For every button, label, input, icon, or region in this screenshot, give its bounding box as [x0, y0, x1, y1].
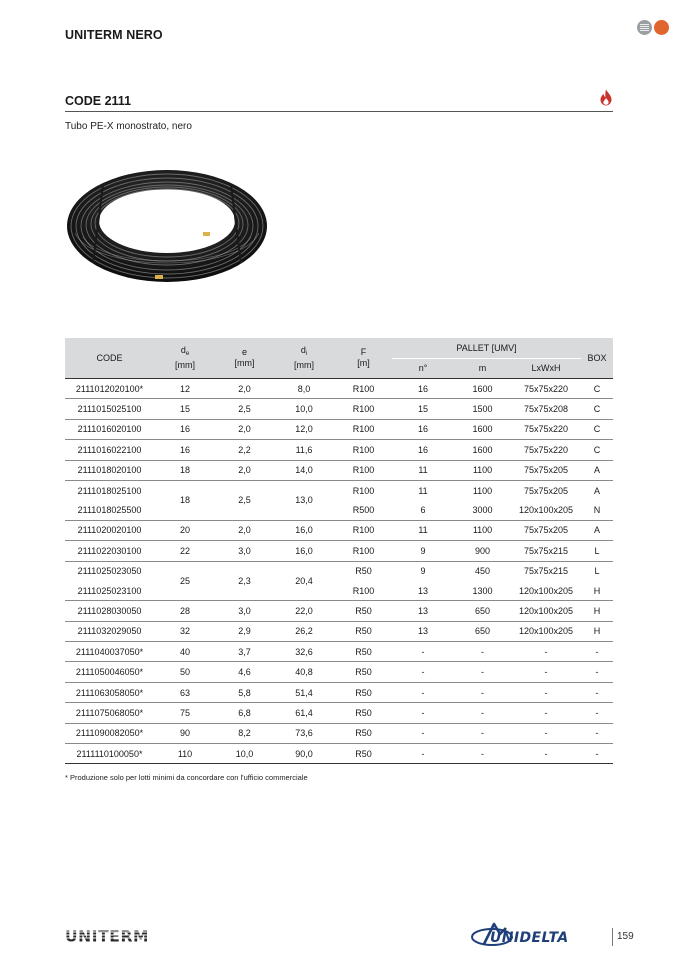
cell-lwh: 120x100x205: [511, 621, 581, 641]
cell-code: 2111018020100: [65, 460, 154, 480]
cell-f: R100: [335, 399, 392, 419]
cell-lwh: 120x100x205: [511, 601, 581, 621]
cell-n: 13: [392, 601, 454, 621]
table-row: [65, 744, 613, 764]
cell-code: 2111110100050*: [65, 744, 154, 764]
header-pallet: PALLET [UMV]: [392, 338, 581, 359]
table-row: [65, 642, 613, 662]
cell-e: 2,9: [216, 621, 273, 641]
cell-lwh: 120x100x205: [511, 581, 581, 601]
cell-n: 11: [392, 460, 454, 480]
table-row: [65, 541, 613, 561]
cell-di: 32,6: [273, 642, 335, 662]
cell-e: 4,6: [216, 662, 273, 682]
cell-box: -: [581, 723, 613, 743]
cell-m: -: [454, 723, 511, 743]
cell-de: 22: [154, 541, 216, 561]
table-row: [65, 621, 613, 641]
cell-box: L: [594, 566, 600, 577]
cell-code: 2111018025100: [77, 485, 142, 496]
header-pallet-dimensions: LxWxH: [511, 359, 581, 379]
cell-n: 16: [392, 379, 454, 399]
cell-box: C: [581, 399, 613, 419]
table-row: [65, 581, 613, 601]
cell-m: 1600: [454, 379, 511, 399]
cell-lwh: 75x75x205: [523, 485, 569, 496]
header-pallet-count: n°: [392, 359, 454, 379]
header-box: BOX: [581, 338, 613, 379]
table-row: [65, 601, 613, 621]
cell-de: 90: [154, 723, 216, 743]
cell-m: -: [454, 703, 511, 723]
cell-n: -: [392, 662, 454, 682]
cell-box: H: [581, 621, 613, 641]
cell-di: 16,0: [273, 541, 335, 561]
cell-m: 1600: [454, 440, 511, 460]
cell-code: 2111025023050: [77, 566, 142, 577]
cell-f: R100: [335, 419, 392, 439]
cell-code: 2111025023100: [65, 581, 154, 601]
cell-lwh: 75x75x205: [511, 460, 581, 480]
cell-di: 51,4: [273, 682, 335, 702]
table-row: [65, 419, 613, 439]
cell-f: R50: [335, 682, 392, 702]
cell-n: -: [392, 703, 454, 723]
cell-m: 1100: [472, 485, 493, 496]
cell-n: 6: [392, 500, 454, 520]
cell-box: H: [581, 581, 613, 601]
header-pallet-meters: m: [454, 359, 511, 379]
cell-lwh: 75x75x220: [511, 379, 581, 399]
cell-lwh: -: [511, 682, 581, 702]
cell-n: 16: [392, 419, 454, 439]
cell-m: 1500: [454, 399, 511, 419]
grey-circle-icon: [637, 20, 652, 35]
cell-m: 650: [454, 601, 511, 621]
section-title: CODE 2111: [65, 94, 132, 108]
cell-de: 18: [154, 460, 216, 480]
cell-di: 8,0: [273, 379, 335, 399]
cell-n: -: [392, 682, 454, 702]
cell-m: 650: [454, 621, 511, 641]
cell-n: 9: [420, 566, 426, 577]
cell-box: -: [581, 642, 613, 662]
cell-de: 110: [154, 744, 216, 764]
cell-f: R50: [335, 744, 392, 764]
uniterm-logo-text: UNITERM: [65, 928, 150, 944]
cell-n: 16: [392, 440, 454, 460]
cell-di: 13,0: [273, 480, 335, 520]
cell-e: 6,8: [216, 703, 273, 723]
table-row: [65, 379, 613, 399]
section-subtitle: Tubo PE-X monostrato, nero: [65, 121, 192, 132]
cell-f: R50: [335, 621, 392, 641]
header-code: CODE: [65, 338, 154, 379]
cell-n: 13: [392, 581, 454, 601]
cell-code: 2111012020100*: [65, 379, 154, 399]
cell-n: 15: [392, 399, 454, 419]
cell-code: 2111016022100: [65, 440, 154, 460]
cell-code: 2111040037050*: [65, 642, 154, 662]
table-row: [65, 662, 613, 682]
cell-n: -: [392, 642, 454, 662]
cell-code: 2111063058050*: [65, 682, 154, 702]
cell-lwh: 75x75x220: [511, 419, 581, 439]
cell-code: 2111018025500: [65, 500, 154, 520]
cell-f: R50: [335, 703, 392, 723]
cell-box: C: [581, 440, 613, 460]
cell-code: 2111028030050: [65, 601, 154, 621]
cell-di: 11,6: [273, 440, 335, 460]
header-thickness: e [mm]: [216, 338, 273, 379]
cell-e: 2,3: [216, 561, 273, 601]
cell-f: R500: [335, 500, 392, 520]
cell-f: R100: [335, 520, 392, 540]
cell-code: 2111015025100: [65, 399, 154, 419]
cell-lwh: 120x100x205: [511, 500, 581, 520]
table-row: [65, 723, 613, 743]
cell-de: 12: [154, 379, 216, 399]
flame-icon: [599, 89, 613, 106]
cell-f: R100: [335, 460, 392, 480]
cell-e: 10,0: [216, 744, 273, 764]
cell-box: C: [581, 379, 613, 399]
cell-di: 90,0: [273, 744, 335, 764]
cell-code: 2111032029050: [65, 621, 154, 641]
cell-de: 25: [154, 561, 216, 601]
cell-f: R100: [335, 581, 392, 601]
cell-f: R50: [335, 601, 392, 621]
cell-lwh: 75x75x215: [523, 566, 569, 577]
cell-m: 1100: [454, 520, 511, 540]
cell-de: 15: [154, 399, 216, 419]
cell-f: R100: [335, 379, 392, 399]
table-row: [65, 500, 613, 520]
cell-n: 11: [418, 485, 428, 496]
cell-lwh: -: [511, 642, 581, 662]
header-format: F [m]: [335, 338, 392, 379]
cell-e: 2,0: [216, 520, 273, 540]
uniterm-logo: [65, 928, 183, 944]
cell-f: R50: [335, 662, 392, 682]
page-header-title: UNITERM NERO: [65, 28, 163, 42]
cell-box: A: [581, 520, 613, 540]
cell-m: -: [454, 642, 511, 662]
footer-divider: [612, 928, 613, 946]
cell-e: 2,0: [216, 379, 273, 399]
cell-lwh: 75x75x205: [511, 520, 581, 540]
cell-code: 2111050046050*: [65, 662, 154, 682]
table-row: [65, 480, 613, 500]
cell-de: 32: [154, 621, 216, 641]
header-inner-diameter: $d_i$ [mm]: [273, 338, 335, 379]
cell-lwh: 75x75x208: [511, 399, 581, 419]
cell-lwh: -: [511, 703, 581, 723]
cell-lwh: 75x75x220: [511, 440, 581, 460]
cell-m: -: [454, 662, 511, 682]
cell-n: 13: [392, 621, 454, 641]
cell-m: 1100: [454, 460, 511, 480]
cell-f: R100: [352, 485, 375, 496]
cell-de: 18: [154, 480, 216, 520]
unidelta-logo: [470, 918, 604, 948]
cell-de: 40: [154, 642, 216, 662]
cell-code: 2111020020100: [65, 520, 154, 540]
table-row: [65, 440, 613, 460]
table-row: [65, 703, 613, 723]
cell-e: 3,0: [216, 601, 273, 621]
cell-lwh: -: [511, 723, 581, 743]
footnote: * Produzione solo per lotti minimi da concordare con l'ufficio commerciale: [65, 773, 308, 782]
cell-de: 16: [154, 419, 216, 439]
cell-e: 3,7: [216, 642, 273, 662]
cell-n: -: [392, 744, 454, 764]
cell-e: 5,8: [216, 682, 273, 702]
product-spec-table: [65, 338, 613, 764]
cell-f: R50: [355, 566, 372, 577]
cell-f: R100: [335, 440, 392, 460]
cell-code: 2111075068050*: [65, 703, 154, 723]
cell-box: -: [581, 682, 613, 702]
cell-m: 1600: [454, 419, 511, 439]
cell-m: 450: [474, 566, 491, 577]
cell-de: 20: [154, 520, 216, 540]
cell-f: R50: [335, 642, 392, 662]
table-row: [65, 460, 613, 480]
cell-di: 26,2: [273, 621, 335, 641]
orange-circle-icon: [654, 20, 669, 35]
cell-di: 10,0: [273, 399, 335, 419]
cell-box: -: [581, 662, 613, 682]
cell-lwh: -: [511, 744, 581, 764]
cell-code: 2111090082050*: [65, 723, 154, 743]
table-row: [65, 682, 613, 702]
cell-e: 3,0: [216, 541, 273, 561]
cell-f: R100: [335, 541, 392, 561]
cell-lwh: 75x75x215: [511, 541, 581, 561]
cell-m: 3000: [454, 500, 511, 520]
cell-box: A: [581, 460, 613, 480]
header-icons: [637, 20, 671, 36]
cell-m: 1300: [454, 581, 511, 601]
cell-de: 50: [154, 662, 216, 682]
cell-e: 8,2: [216, 723, 273, 743]
cell-m: 900: [454, 541, 511, 561]
cell-code: 2111016020100: [65, 419, 154, 439]
cell-e: 2,5: [216, 480, 273, 520]
cell-box: A: [593, 485, 600, 496]
cell-box: L: [581, 541, 613, 561]
cell-box: C: [581, 419, 613, 439]
page-number: 159: [617, 931, 634, 942]
cell-code: 2111022030100: [65, 541, 154, 561]
table-row: [65, 561, 613, 581]
header-outer-diameter: $d_e$ [mm]: [154, 338, 216, 379]
table-row: [65, 399, 613, 419]
cell-de: 28: [154, 601, 216, 621]
cell-e: 2,2: [216, 440, 273, 460]
cell-di: 12,0: [273, 419, 335, 439]
cell-de: 16: [154, 440, 216, 460]
cell-box: -: [581, 744, 613, 764]
cell-f: R50: [335, 723, 392, 743]
cell-box: H: [581, 601, 613, 621]
cell-e: 2,0: [216, 460, 273, 480]
cell-lwh: -: [511, 662, 581, 682]
unidelta-logo-text: UNIDELTA: [490, 930, 569, 946]
cell-box: -: [581, 703, 613, 723]
cell-di: 61,4: [273, 703, 335, 723]
cell-di: 20,4: [273, 561, 335, 601]
cell-n: 11: [392, 520, 454, 540]
table-row: [65, 520, 613, 540]
section-divider: [65, 111, 613, 112]
cell-di: 16,0: [273, 520, 335, 540]
cell-n: 9: [392, 541, 454, 561]
cell-de: 63: [154, 682, 216, 702]
cell-m: -: [454, 744, 511, 764]
cell-di: 14,0: [273, 460, 335, 480]
pipe-coil-image: [63, 163, 271, 285]
cell-de: 75: [154, 703, 216, 723]
cell-e: 2,0: [216, 419, 273, 439]
cell-m: -: [454, 682, 511, 702]
cell-n: -: [392, 723, 454, 743]
cell-di: 73,6: [273, 723, 335, 743]
cell-box: N: [581, 500, 613, 520]
cell-e: 2,5: [216, 399, 273, 419]
cell-di: 22,0: [273, 601, 335, 621]
cell-di: 40,8: [273, 662, 335, 682]
